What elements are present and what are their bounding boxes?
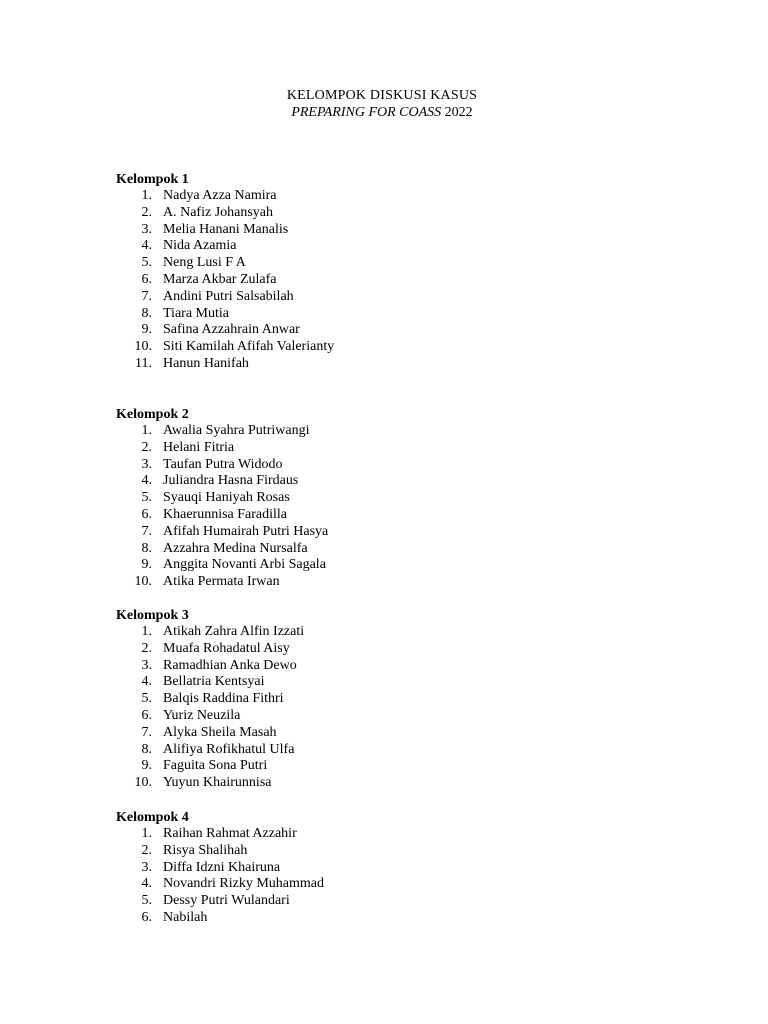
title-block [0,87,764,121]
member-name: Atikah Zahra Alfin Izzati [163,624,305,639]
list-item [116,305,229,323]
list-item-number: 3. [141,859,152,875]
member-name: Balqis Raddina Fithri [163,691,284,707]
list-item-number: 10. [134,574,152,590]
list-item [116,322,300,339]
list-item [116,221,289,239]
document-subtitle [0,104,764,121]
list-item [116,255,246,272]
list-item-number: 2. [141,204,152,220]
list-item [116,657,297,675]
list-item-number: 1. [141,624,152,639]
list-item-number: 9. [141,557,152,573]
member-name: Anggita Novanti Arbi Sagala [163,557,326,573]
list-item-number: 8. [141,741,152,757]
list-item-number: 2. [141,439,152,455]
group-4 [116,809,324,927]
list-item-number: 4. [141,876,152,892]
list-item-number: 6. [141,707,152,723]
list-item-number: 3. [141,221,152,237]
list-item [116,557,326,574]
list-item [116,506,288,524]
member-name: Tiara Mutia [163,305,229,321]
list-item [116,724,277,742]
member-name: Syauqi Haniyah Rosas [163,490,290,506]
list-item [116,339,335,356]
member-name: Diffa Idzni Khairuna [163,859,281,875]
list-item [116,540,308,558]
member-name: Helani Fitria [163,439,235,455]
list-item [116,842,248,860]
list-item [116,859,281,877]
list-item-number: 7. [141,724,152,740]
list-item [116,523,329,541]
member-name: Taufan Putra Widodo [163,456,283,472]
group-title: Kelompok 1 [116,172,189,187]
list-item [116,355,249,373]
list-item-number: 4. [141,674,152,690]
list-item [116,707,241,725]
group-title: Kelompok 3 [116,608,189,623]
member-name: Neng Lusi F A [163,255,246,271]
member-name: Faguita Sona Putri [163,758,268,774]
member-name: Yuyun Khairunnisa [163,775,272,791]
member-name: Melia Hanani Manalis [163,221,289,237]
list-item-number: 4. [141,473,152,489]
list-item [116,490,290,507]
list-item-number: 4. [141,238,152,254]
list-item [116,640,290,658]
list-item-number: 8. [141,540,152,556]
list-item-number: 6. [141,909,152,925]
list-item-number: 1. [141,826,152,841]
member-name: Andini Putri Salsabilah [163,288,294,304]
member-name: Alyka Sheila Masah [163,724,277,740]
list-item [116,288,294,306]
group-3 [116,607,305,792]
group-title: Kelompok 2 [116,407,189,422]
member-list [116,423,329,591]
member-name: Hanun Hanifah [163,355,249,371]
list-item-number: 6. [141,271,152,287]
list-item [116,473,299,490]
list-item [116,826,297,843]
list-item-number: 5. [141,893,152,909]
group-title: Kelompok 4 [116,810,189,825]
list-item-number: 3. [141,456,152,472]
member-name: Alifiya Rofikhatul Ulfa [163,741,295,757]
list-item [116,876,324,893]
list-item-number: 11. [135,355,152,371]
member-name: Ramadhian Anka Dewo [163,657,297,673]
member-name: Nida Azamia [163,238,237,254]
list-item-number: 1. [141,188,152,203]
member-list [116,624,305,792]
member-name: Risya Shalihah [163,842,248,858]
subtitle-italic: PREPARING FOR COASS [291,105,442,120]
list-item-number: 7. [141,523,152,539]
member-name: Juliandra Hasna Firdaus [163,473,299,489]
member-name: Siti Kamilah Afifah Valerianty [163,339,335,355]
list-item-number: 10. [134,775,152,791]
member-name: Atika Permata Irwan [163,574,280,590]
member-name: Muafa Rohadatul Aisy [163,640,290,656]
document-title: KELOMPOK DISKUSI KASUS [286,88,478,103]
member-name: Nabilah [163,909,208,925]
list-item-number: 5. [141,490,152,506]
list-item [116,624,305,641]
list-item [116,758,268,775]
list-item-number: 5. [141,691,152,707]
member-name: Raihan Rahmat Azzahir [163,826,297,841]
list-item [116,204,274,222]
list-item [116,439,235,457]
list-item [116,238,237,255]
list-item [116,271,277,289]
list-item [116,909,208,927]
member-name: Dessy Putri Wulandari [163,893,290,909]
group-1 [116,171,335,373]
list-item [116,423,310,440]
member-name: Yuriz Neuzila [163,707,241,723]
list-item [116,674,265,691]
member-name: Bellatria Kentsyai [163,674,265,690]
list-item [116,456,283,474]
list-item [116,775,272,792]
group-2 [116,406,329,591]
list-item [116,574,280,591]
member-name: Nadya Azza Namira [163,188,277,203]
list-item-number: 6. [141,506,152,522]
member-name: Awalia Syahra Putriwangi [163,423,310,438]
member-name: Marza Akbar Zulafa [163,271,277,287]
list-item [116,741,295,759]
list-item-number: 9. [141,322,152,338]
list-item-number: 5. [141,255,152,271]
list-item-number: 8. [141,305,152,321]
list-item [116,188,277,205]
member-list [116,188,335,373]
list-item-number: 3. [141,657,152,673]
subtitle-year: 2022 [444,105,473,120]
member-name: Safina Azzahrain Anwar [163,322,300,338]
member-name: Azzahra Medina Nursalfa [163,540,308,556]
list-item [116,691,284,708]
member-name: Khaerunnisa Faradilla [163,506,288,522]
list-item-number: 1. [141,423,152,438]
member-name: Afifah Humairah Putri Hasya [163,523,329,539]
list-item-number: 2. [141,842,152,858]
member-name: Novandri Rizky Muhammad [163,876,324,892]
list-item-number: 2. [141,640,152,656]
list-item-number: 9. [141,758,152,774]
list-item-number: 7. [141,288,152,304]
list-item-number: 10. [134,339,152,355]
list-item [116,893,290,910]
member-list [116,826,324,927]
member-name: A. Nafiz Johansyah [163,204,274,220]
